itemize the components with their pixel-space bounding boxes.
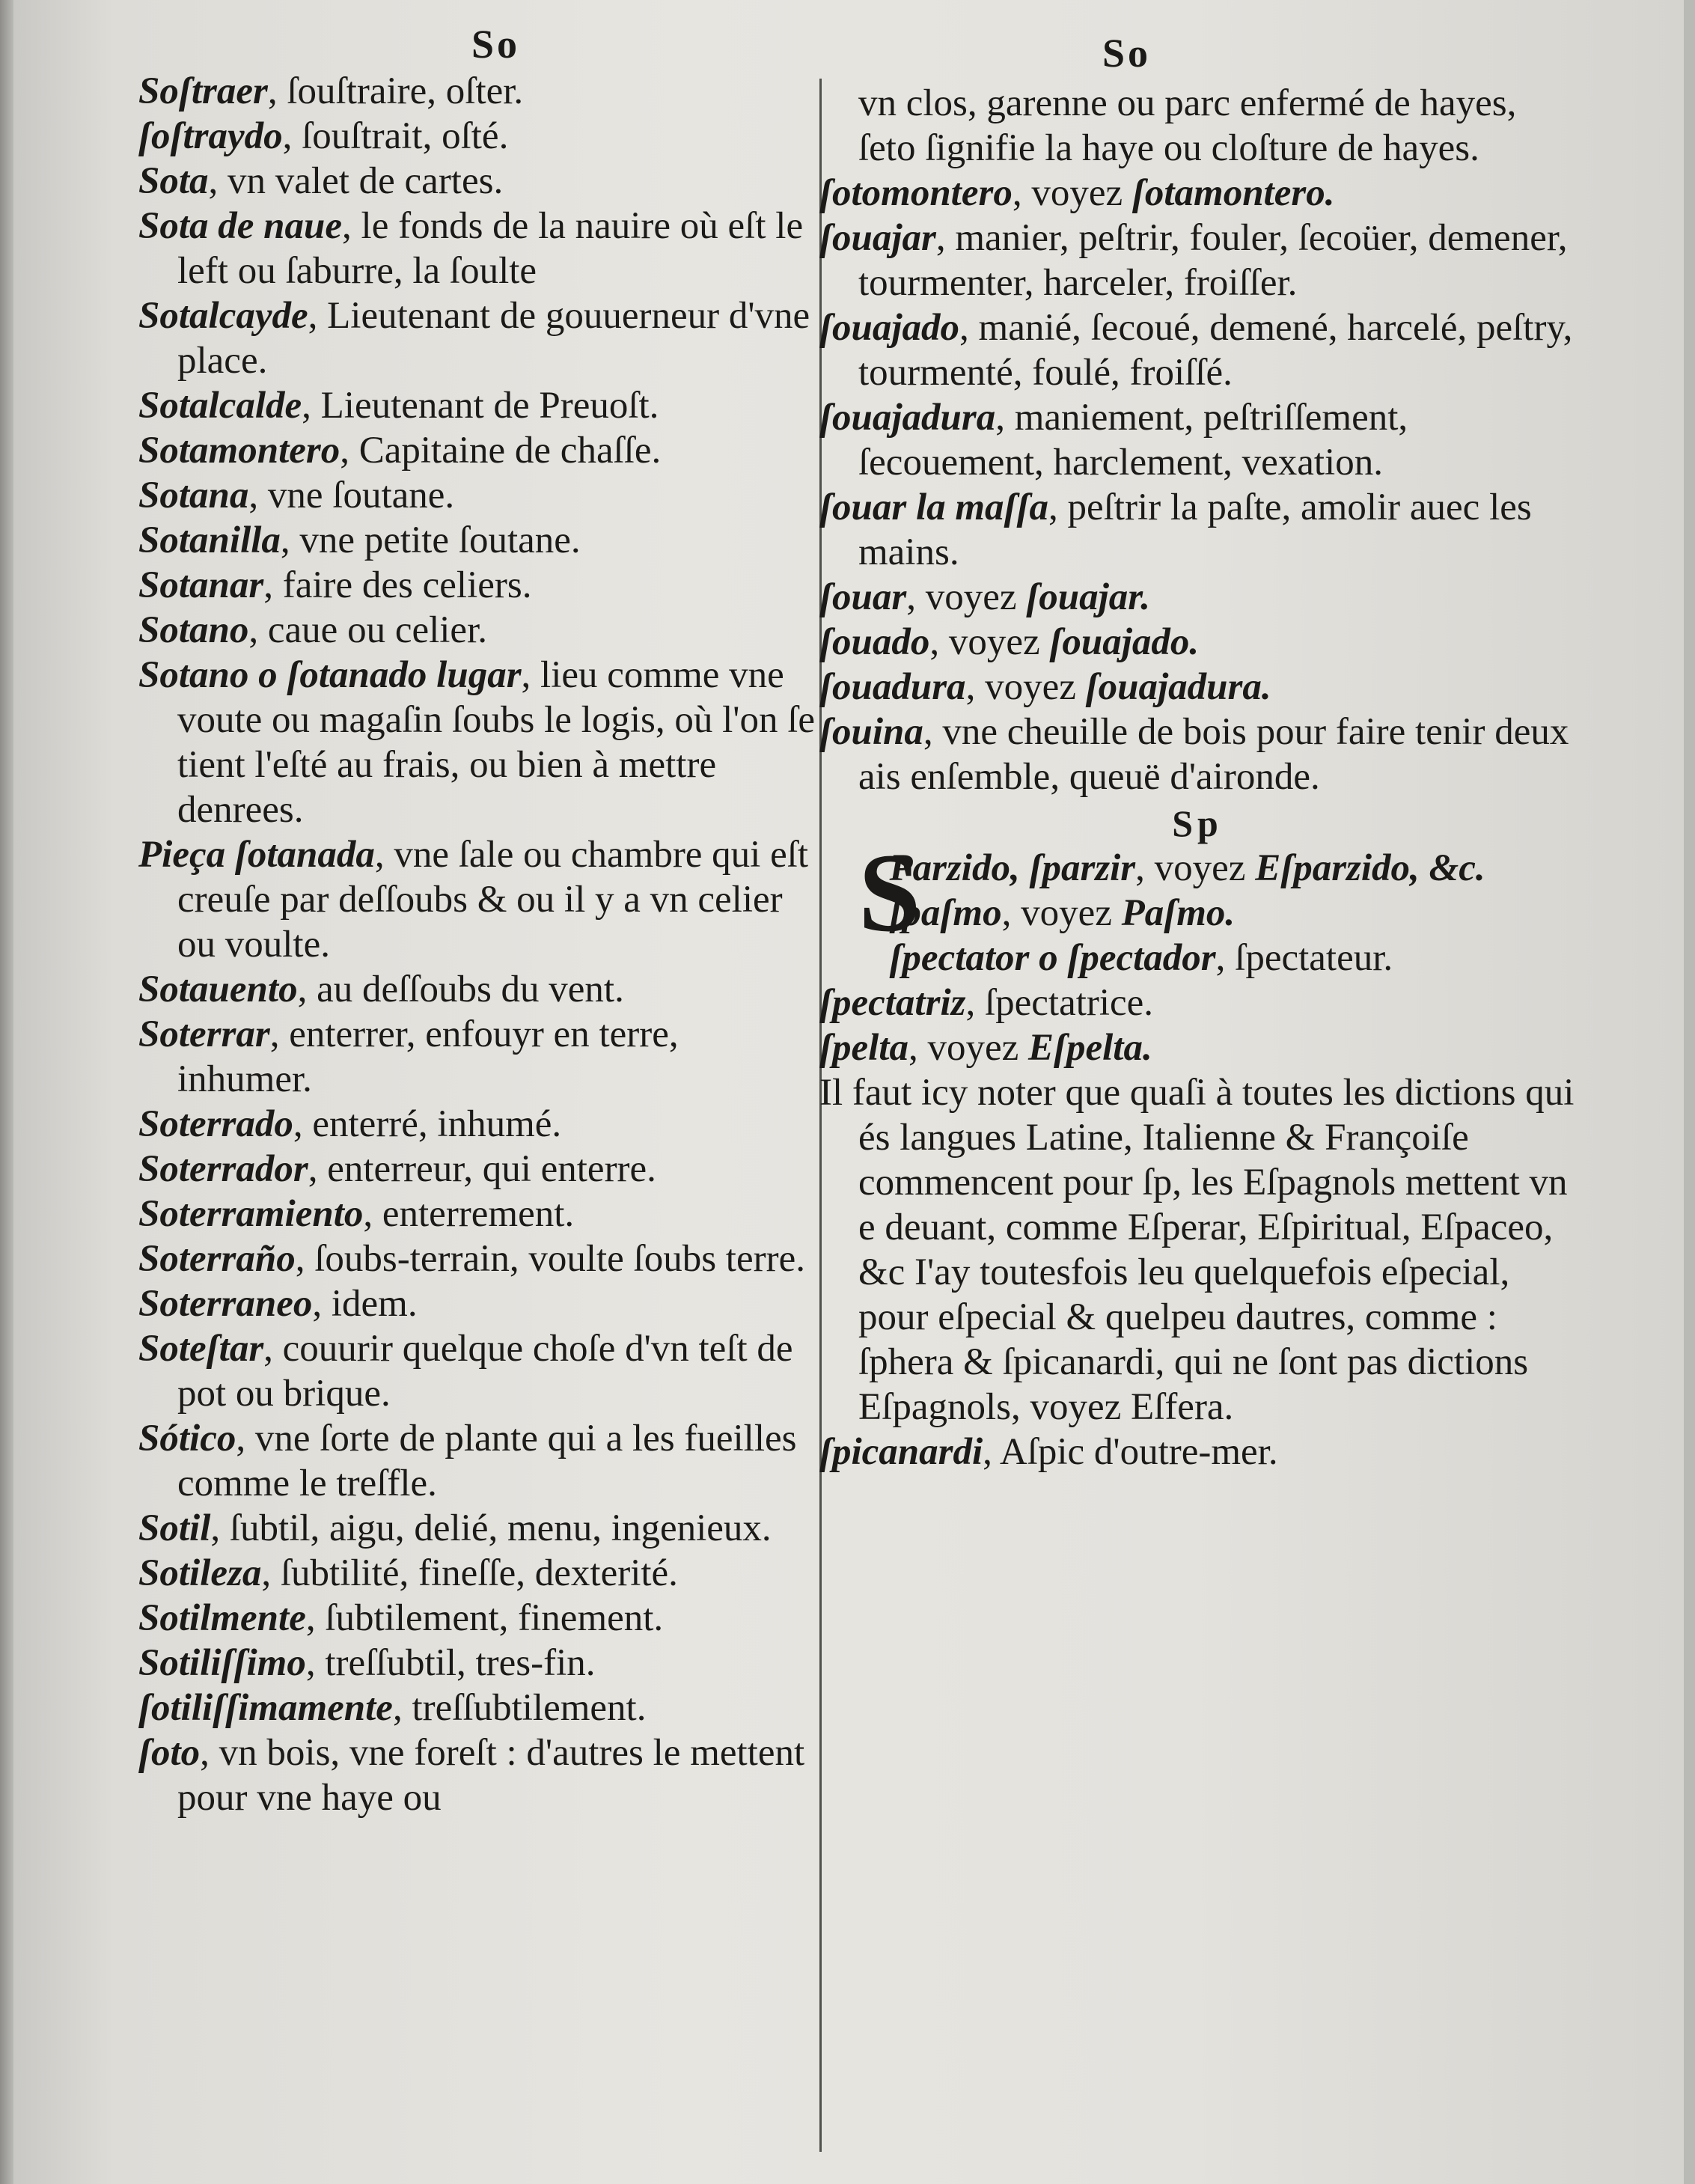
headword: ſouina xyxy=(819,711,923,753)
dictionary-entry xyxy=(138,1730,819,1820)
dictionary-entry xyxy=(819,171,1575,216)
right-entries-b xyxy=(819,891,1575,1070)
headword: Sotano xyxy=(138,609,249,651)
cross-reference: ſouajar. xyxy=(1026,576,1151,618)
cross-reference: ſouajadura. xyxy=(1085,666,1271,708)
definition: , ſubtilité, fineſſe, dexterité. xyxy=(261,1552,678,1594)
dictionary-entry xyxy=(138,428,819,473)
definition: , enterrer, enfouyr en terre, inhumer. xyxy=(177,1013,679,1100)
dictionary-entry xyxy=(138,1102,819,1147)
definition: , Aſpic d'outre-mer. xyxy=(983,1431,1278,1473)
headword: Parzido, ſparzir xyxy=(889,847,1136,889)
left-entries xyxy=(138,69,819,1820)
headword: ſouadura xyxy=(819,666,966,708)
definition: , voyez xyxy=(1012,172,1132,214)
dictionary-entry xyxy=(138,653,819,832)
headword: ſpectatriz xyxy=(819,982,966,1024)
headword: ſoſtraydo xyxy=(138,115,283,157)
dictionary-entry xyxy=(138,1281,819,1326)
dictionary-entry xyxy=(819,891,1575,936)
definition: , ſoubs-terrain, voulte ſoubs terre. xyxy=(295,1238,805,1280)
dictionary-entry xyxy=(138,1551,819,1596)
headword: Sotalcalde xyxy=(138,385,302,427)
headword: Soterrador xyxy=(138,1148,308,1190)
headword: ſouar la maſſa xyxy=(819,486,1048,528)
definition: , voyez xyxy=(1001,892,1122,934)
dictionary-entry xyxy=(138,608,819,653)
dictionary-entry xyxy=(138,114,819,159)
definition: , vne petite ſoutane. xyxy=(280,519,581,561)
page-edge-shadow xyxy=(0,0,13,2184)
definition: , faire des celiers. xyxy=(263,564,532,606)
definition: , ſubtil, aigu, delié, menu, ingenieux. xyxy=(210,1507,772,1549)
dictionary-entry xyxy=(138,832,819,967)
headword: ſouar xyxy=(819,576,907,618)
dictionary-entry xyxy=(138,1506,819,1551)
definition: , manier, peſtrir, fouler, ſecoüer, demener, tourmenter, harceler, froiſſer. xyxy=(858,217,1568,304)
headword: ſpicanardi xyxy=(819,1431,983,1473)
definition: , peſtrir la paſte, amolir auec les mains. xyxy=(858,486,1532,573)
headword: Soteſtar xyxy=(138,1328,264,1370)
dictionary-entry xyxy=(819,665,1575,710)
headword: Sótico xyxy=(138,1418,236,1459)
right-entries-a xyxy=(819,171,1575,799)
headword: ſpelta xyxy=(819,1027,908,1069)
definition: , voyez xyxy=(906,576,1027,618)
editorial-note: Il faut icy noter que quaſi à toutes les dictions qui és langues Latine, Italienne & Françoiſe commencent pour ſp, les Eſpagnols mettent vn e deuant, comme Eſperar, Eſpiritual, Eſpaceo, &c I'ay toutesfois leu quelquefois eſpecial, pour eſpecial & quelpeu dautres, comme : ſphera & ſpicanardi, qui ne ſont pas dictions Eſpagnols, voyez Eſfera. xyxy=(819,1072,1575,1428)
headword: ſotiliſſimamente xyxy=(138,1687,393,1729)
running-head-left: So xyxy=(471,22,521,67)
dictionary-entry xyxy=(138,563,819,608)
dictionary-entry xyxy=(138,1192,819,1236)
cross-reference: Eſpelta. xyxy=(1028,1027,1152,1069)
dictionary-entry xyxy=(138,383,819,428)
headword: Sota de naue xyxy=(138,205,343,247)
section-head-sp: Sp xyxy=(1172,802,1223,844)
definition: , enterrement. xyxy=(363,1193,575,1235)
definition: , voyez xyxy=(929,621,1050,663)
headword: ſouajadura xyxy=(819,397,996,439)
definition: , enterré, inhumé. xyxy=(293,1103,562,1145)
dictionary-entry xyxy=(819,620,1575,665)
headword: Soſtraer xyxy=(138,70,268,112)
headword: ſouado xyxy=(819,621,930,663)
dictionary-entry xyxy=(819,485,1575,575)
headword: Pieça ſotanada xyxy=(138,834,375,876)
headword: Sotiliſſimo xyxy=(138,1642,306,1684)
definition: , vne ſorte de plante qui a les fueilles comme le treſfle. xyxy=(177,1418,797,1504)
definition: , idem. xyxy=(312,1283,418,1325)
definition: , couurir quelque choſe d'vn teſt de pot ou brique. xyxy=(177,1328,793,1415)
definition: , ſubtilement, finement. xyxy=(305,1597,664,1639)
dictionary-entry xyxy=(819,305,1575,395)
dictionary-entry xyxy=(138,1147,819,1192)
definition: , Capitaine de chaſſe. xyxy=(340,430,662,472)
cross-reference: Eſparzido, &c. xyxy=(1255,847,1485,889)
headword: Sotanar xyxy=(138,564,264,606)
dictionary-entry xyxy=(819,395,1575,485)
definition: , voyez xyxy=(1135,847,1256,889)
headword: Sotano o ſotanado lugar xyxy=(138,654,522,696)
dictionary-entry xyxy=(138,518,819,563)
headword: Soterrado xyxy=(138,1103,293,1145)
definition: , vne ſale ou chambre qui eſt creuſe par deſſoubs & ou il y a vn celier ou voulte. xyxy=(177,834,809,966)
cross-reference: Paſmo. xyxy=(1121,892,1236,934)
cross-reference: ſotamontero. xyxy=(1131,172,1335,214)
definition: , maniement, peſtriſſement, ſecouement, harclement, vexation. xyxy=(858,397,1408,484)
dictionary-entry xyxy=(138,1326,819,1416)
definition: , Lieutenant de gouuerneur d'vne place. xyxy=(177,295,810,382)
headword: Sotamontero xyxy=(138,430,340,472)
headword: Soterrar xyxy=(138,1013,270,1055)
headword: ſouajar xyxy=(819,217,936,259)
running-head-right: So xyxy=(1102,31,1152,76)
dictionary-entry xyxy=(819,1430,1575,1474)
dictionary-entry xyxy=(138,1596,819,1641)
continuation-text: vn clos, garenne ou parc enfermé de hayes, ſeto ſignifie la haye ou cloſture de hayes. xyxy=(858,82,1517,169)
dictionary-entry xyxy=(138,1416,819,1506)
definition: , voyez xyxy=(965,666,1086,708)
headword: ſpectator o ſpectador xyxy=(889,937,1216,979)
headword: Sota xyxy=(138,160,209,202)
definition: , ſouſtraire, oſter. xyxy=(267,70,524,112)
dictionary-entry xyxy=(819,575,1575,620)
definition: , lieu comme vne voute ou magaſin ſoubs le logis, où l'on ſe tient l'eſté au frais, ou bien à mettre denrees. xyxy=(177,654,816,831)
headword: Sotilmente xyxy=(138,1597,306,1639)
dictionary-entry xyxy=(819,936,1575,980)
headword: Sotil xyxy=(138,1507,211,1549)
dictionary-entry xyxy=(138,473,819,518)
headword: Sotileza xyxy=(138,1552,262,1594)
definition: , enterreur, qui enterre. xyxy=(308,1148,656,1190)
headword: Soterraño xyxy=(138,1238,296,1280)
definition: , treſſubtil, tres-fin. xyxy=(305,1642,596,1684)
definition: , vne ſoutane. xyxy=(248,475,455,516)
headword: Sotalcayde xyxy=(138,295,308,337)
drop-cap-letter: S xyxy=(858,831,921,955)
dictionary-entry xyxy=(819,980,1575,1025)
headword: ſouajado xyxy=(819,307,960,349)
definition: , caue ou celier. xyxy=(248,609,487,651)
dictionary-entry xyxy=(138,1686,819,1730)
definition: , ſpectateur. xyxy=(1215,937,1393,979)
headword: ſpaſmo xyxy=(889,892,1002,934)
dictionary-entry xyxy=(138,1641,819,1686)
cross-reference: ſouajado. xyxy=(1049,621,1200,663)
definition: , Lieutenant de Preuoſt. xyxy=(302,385,659,427)
dictionary-entry xyxy=(138,204,819,293)
dictionary-entry xyxy=(138,1012,819,1102)
dictionary-entry xyxy=(819,216,1575,305)
definition: , manié, ſecoué, demené, harcelé, peſtry, tourmenté, foulé, froiſſé. xyxy=(858,307,1573,394)
definition: , vne cheuille de bois pour faire tenir deux ais enſemble, queuë d'aironde. xyxy=(858,711,1569,798)
dictionary-entry xyxy=(819,1025,1575,1070)
headword: Soterramiento xyxy=(138,1193,364,1235)
headword: Sotanilla xyxy=(138,519,281,561)
headword: ſotomontero xyxy=(819,172,1013,214)
definition: , le fonds de la nauire où eſt le left ou ſaburre, la ſoulte xyxy=(177,205,804,292)
definition: , ſouſtrait, oſté. xyxy=(282,115,509,157)
headword: Sotauento xyxy=(138,969,298,1010)
dictionary-entry xyxy=(138,293,819,383)
definition: , vn bois, vne foreſt : d'autres le mettent pour vne haye ou xyxy=(177,1732,805,1819)
dictionary-entry xyxy=(819,710,1575,799)
headword: Soterraneo xyxy=(138,1283,313,1325)
dictionary-entry xyxy=(138,1236,819,1281)
dictionary-entry xyxy=(138,967,819,1012)
dictionary-entry xyxy=(138,69,819,114)
headword: Sotana xyxy=(138,475,249,516)
definition: , voyez xyxy=(908,1027,1028,1069)
definition: , vn valet de cartes. xyxy=(208,160,504,202)
definition: , treſſubtilement. xyxy=(392,1687,647,1729)
right-entries xyxy=(819,81,1575,1474)
definition: , au deſſoubs du vent. xyxy=(297,969,624,1010)
definition: , ſpectatrice. xyxy=(965,982,1154,1024)
dictionary-entry xyxy=(138,159,819,204)
headword: ſoto xyxy=(138,1732,201,1774)
